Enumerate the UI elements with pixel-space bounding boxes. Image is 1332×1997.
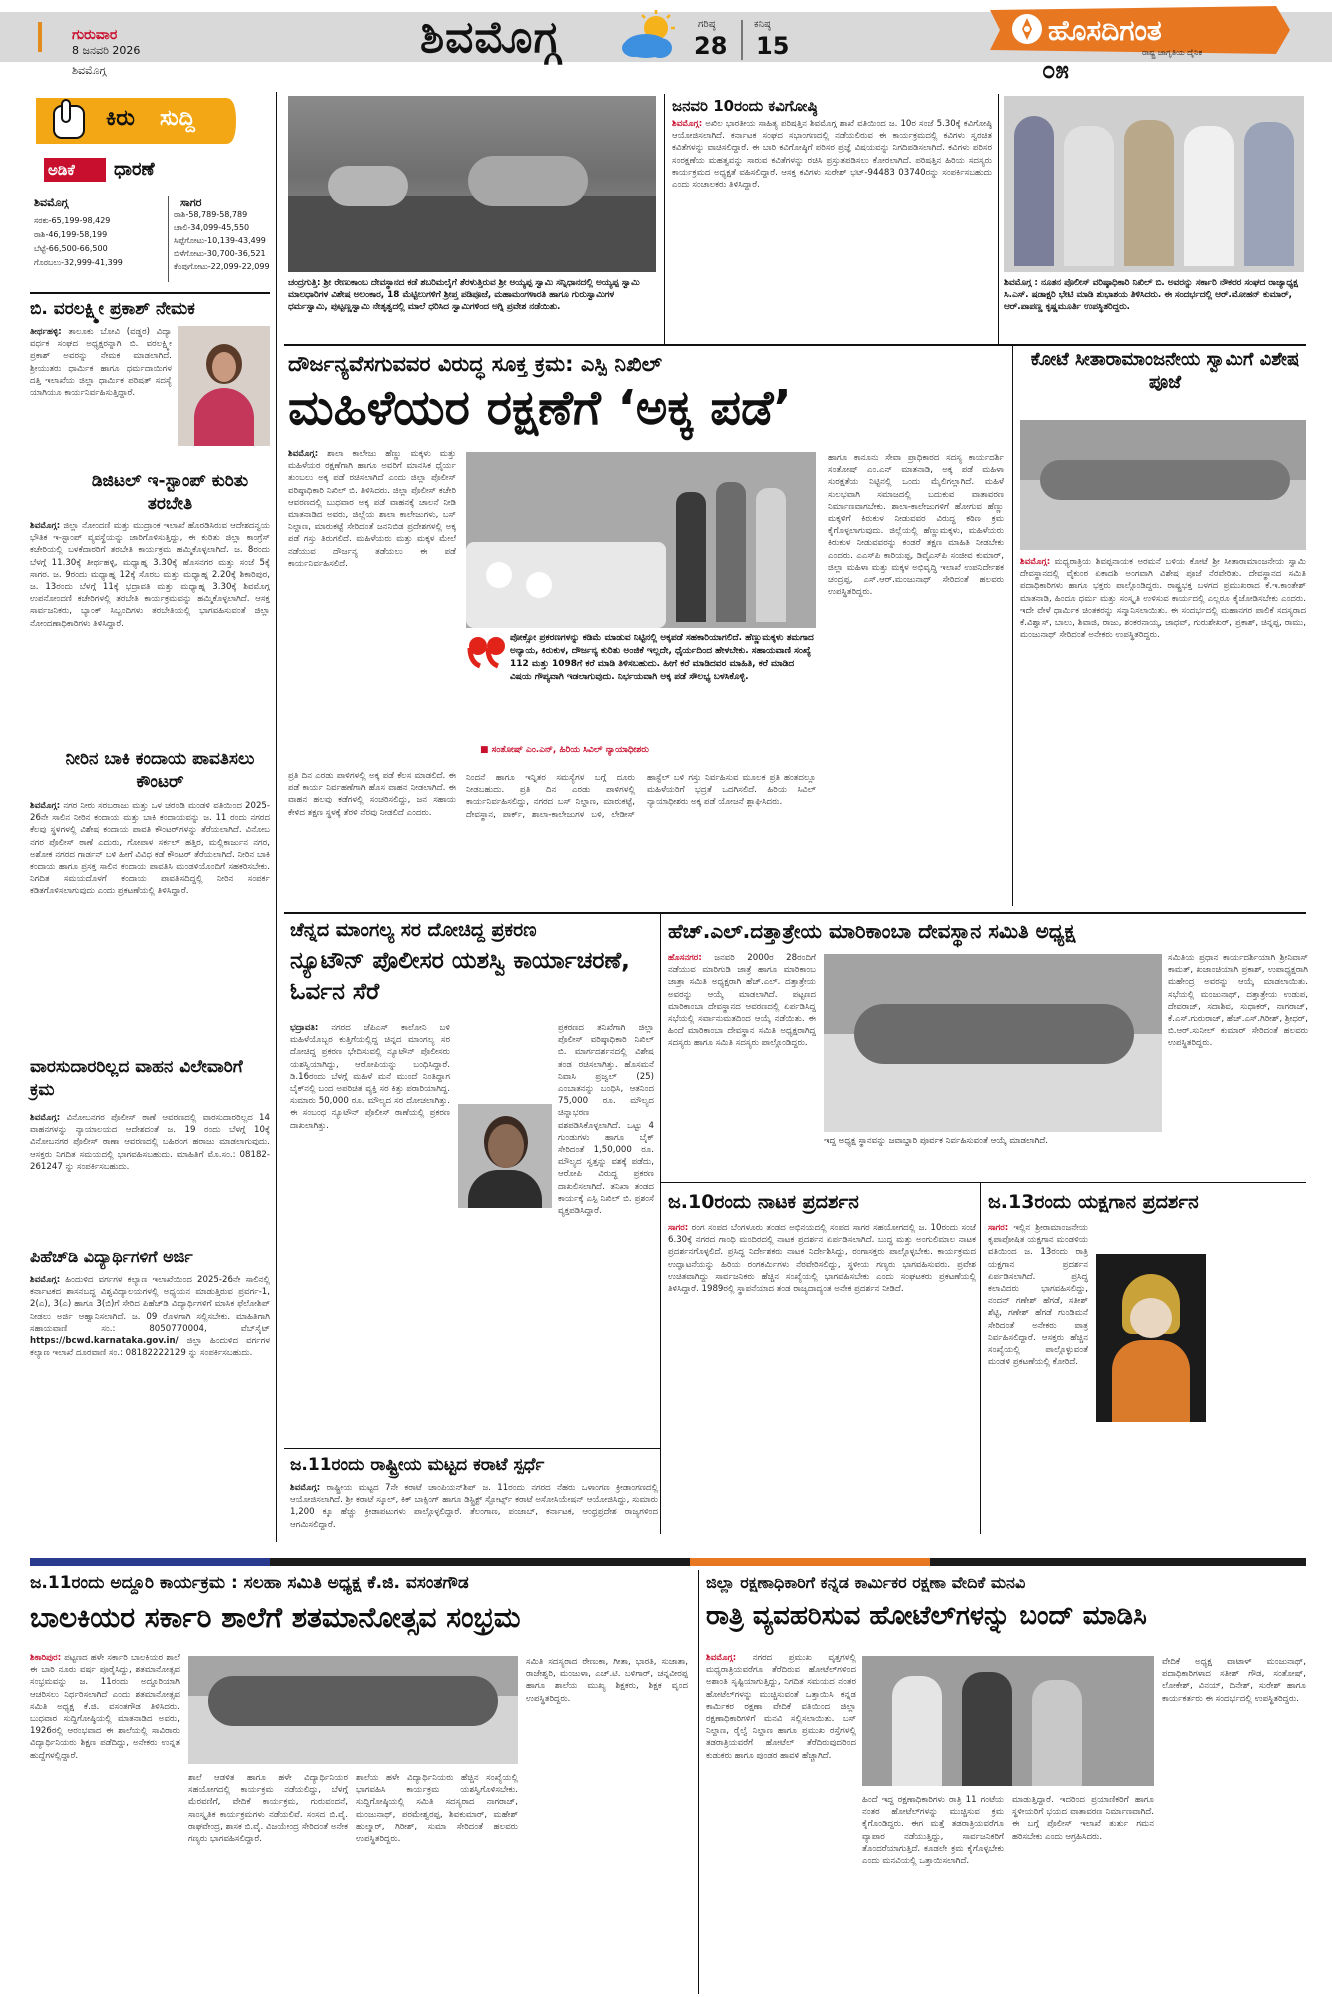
body-text: ಜಿಲ್ಲಾ ನೋಂದಣಿ ಮತ್ತು ಮುದ್ರಾಂಕ ಇಲಾಖೆ ಹೊರಡಿಸಿರುವ ಆದೇಶದನ್ವಯ ಭೌತಿಕ ಇ-ಸ್ಟಾಂಪ್ ವ್ಯವಸ್ಥೆಯನ್ನು ಜಾರಿಗೊಳಿಸುತ್ತಿದ್ದು, ಈ ಕುರಿತು ಜಿಲ್ಲಾ ಕಾಂಗ್ರೆಸ್ ಕಚೇರಿಯಲ್ಲಿ ಬಳಕೆದಾರರಿಗೆ ತರಬೇತಿ ಕಾರ್ಯಕ್ರಮ ಹಮ್ಮಿಕೊಳ್ಳಲಾಗಿದೆ. ಜ. 8ರಂದು ಬೆಳಗ್ಗೆ 11.30ಕ್ಕೆ ತೀರ್ಥಹಳ್ಳಿ, ಮಧ್ಯಾಹ್ನ 3.30ಕ್ಕೆ ಹೊಸನಗರ ಮತ್ತು ಸಂಜೆ 5ಕ್ಕೆ ಸಾಗರ. ಜ. 9ರಂದು ಮಧ್ಯಾಹ್ನ 12ಕ್ಕೆ ಸೊರಬ ಮತ್ತು ಮಧ್ಯಾಹ್ನ 2.20ಕ್ಕೆ ಶಿಕಾರಿಪುರ, ಜ. 13ರಂದು ಬೆಳಗ್ಗೆ 11ಕ್ಕೆ ಭದ್ರಾವತಿ ಮತ್ತು ಮಧ್ಯಾಹ್ನ 3.30ಕ್ಕೆ ಶಿವಮೊಗ್ಗ ಉಪನೋಂದಣಿ ಕಚೇರಿಗಳಲ್ಲಿ ತರಬೇತಿ ಕಾರ್ಯಕ್ರಮವನ್ನು ಹಮ್ಮಿಕೊಳ್ಳಲಾಗಿದೆ. ಆಸಕ್ತ ಸಾರ್ವಜನಿಕರು, ಬ್ಯಾಂಕ್ ಸಿಬ್ಬಂದಿಗಳು ತರಬೇತಿಯಲ್ಲಿ ಭಾಗವಹಿಸುವಂತೆ ಜಿಲ್ಲಾ ನೋಂದಣಾಧಿಕಾರಿಗಳು ತಿಳಿಸಿದ್ದಾರೆ. xyxy=(30,521,270,629)
lead-headline: ಮಹಿಳೆಯರ ರಕ್ಷಣೆಗೆ ‘ಅಕ್ಕ ಪಡೆ’ xyxy=(288,380,792,436)
hotel-headline: ರಾತ್ರಿ ವ್ಯವಹರಿಸುವ ಹೋಟೆಲ್‌ಗಳನ್ನು ಬಂದ್ ಮಾಡಿಸಿ xyxy=(706,1601,1147,1631)
left-column-rule xyxy=(276,92,277,1542)
lead-kicker: ದೌರ್ಜನ್ಯವೆಸಗುವವರ ವಿರುದ್ಧ ಸೂಕ್ತ ಕ್ರಮ: ಎಸ್ಪಿ ನಿಖಿಲ್ xyxy=(288,352,663,376)
article-body-lower xyxy=(458,1212,552,1442)
attrib-text: ಸಂತೋಷ್ ಎಂ.ಎನ್, ಹಿರಿಯ ಸಿವಿಲ್ ನ್ಯಾಯಾಧೀಶರು xyxy=(491,745,649,755)
weather-max-value: 28 xyxy=(694,32,728,60)
quote-text: ಪೋಕ್ಸೋ ಪ್ರಕರಣಗಳನ್ನು ಕಡಿಮೆ ಮಾಡುವ ನಿಟ್ಟಿನಲ್ಲಿ ಅಕ್ಕಪಡೆ ಸಹಕಾರಿಯಾಗಲಿದೆ. ಹೆಣ್ಣುಮಕ್ಕಳು ತಮಗಾದ ಅನ್ಯಾಯ, ಕಿರುಕುಳ, ದೌರ್ಜನ್ಯ ಕುರಿತು ಅಂಜಿಕೆ ಇಲ್ಲದೇ, ಧೈರ್ಯದಿಂದ ಹೇಳಬೇಕು. ಸಹಾಯವಾಣಿ ಸಂಖ್ಯೆ 112 ಮತ್ತು 1098ಗೆ ಕರೆ ಮಾಡಿ ತಿಳಿಸಬಹುದು. ಹೀಗೆ ಕರೆ ಮಾಡಿದವರ ಮಾಹಿತಿ, ಕರೆ ಮಾಡಿದ ವಿಷಯ ಗೌಪ್ಯವಾಗಿ ಇಡಲಾಗುವುದು. ನಿರ್ಭಯವಾಗಿ ಅಕ್ಕ ಪಡೆ ಸೌಲಭ್ಯ ಬಳಸಿಕೊಳ್ಳಿ. xyxy=(510,633,814,683)
header-day: ಗುರುವಾರ xyxy=(72,27,118,43)
article-body xyxy=(668,1222,976,1536)
left-top-rule xyxy=(30,292,270,294)
market-row: ಚಾಲಿ-34,099-45,550 xyxy=(174,223,250,232)
lead-col-3b xyxy=(828,772,1004,910)
article-body xyxy=(290,1482,658,1538)
kirusuddi-title-a: ಕಿರು xyxy=(106,106,135,131)
market-col1 xyxy=(34,214,154,270)
headline-varalakshmi: ಬಿ. ವರಲಕ್ಷ್ಮೀ ಪ್ರಕಾಶ್ ನೇಮಕ xyxy=(30,299,195,319)
website-link[interactable]: https://bcwd.karnataka.gov.in/ xyxy=(30,1336,179,1347)
article-body: ಹಿಂದೆ ಇದ್ದ ರಕ್ಷಣಾಧಿಕಾರಿಗಳು ರಾತ್ರಿ 11 ಗಂಟೆಯ ನಂತರ ಹೋಟೆಲ್‌ಗಳನ್ನು ಮುಚ್ಚಿಸುವ ಕ್ರಮ ಕೈಗೊಂಡಿದ್ದರು. ಈಗ ಮತ್ತೆ ತಡರಾತ್ರಿಯವರೆಗೂ ವ್ಯಾಪಾರ ನಡೆಯುತ್ತಿದ್ದು, ಸಾರ್ವಜನಿಕರಿಗೆ ತೊಂದರೆಯಾಗುತ್ತಿದೆ. ಕೂಡಲೇ ಕ್ರಮ ಕೈಗೊಳ್ಳಬೇಕು ಎಂದು ಮನವಿಯಲ್ಲಿ ಒತ್ತಾಯಿಸಲಾಗಿದೆ. xyxy=(862,1795,1004,1867)
article-body xyxy=(30,800,270,1050)
header-date: 8 ಜನವರಿ 2026 xyxy=(72,44,141,57)
body-text: ನಗರ ನೀರು ಸರಬರಾಜು ಮತ್ತು ಒಳ ಚರಂಡಿ ಮಂಡಳಿ ವತಿಯಿಂದ 2025-26ನೇ ಸಾಲಿನ ನೀರಿನ ಕಂದಾಯ ಮತ್ತು ಬಾಕಿ ಕಂದಾಯವನ್ನು ಜ. 11 ರಂದು ನಗರದ ಕೆಲವು ಸ್ಥಳಗಳಲ್ಲಿ ವಿಶೇಷ ಕಂದಾಯ ಪಾವತಿ ಕೌಂಟರ್‌ಗಳನ್ನು ತೆರೆಯಲಾಗಿದೆ. ವಿನೋಬ ನಗರ ಪೊಲೀಸ್ ಠಾಣೆ ಎದುರು, ಗೋಪಾಳ ಸರ್ಕಲ್ ಹತ್ತಿರ, ಮಲ್ಲಿಕಾರ್ಜುನ ನಗರ, ಅಶೋಕ ನಗರದ ಗಾರ್ಡನ್ ಬಳಿ ಹೀಗೆ ವಿವಿಧ ಕಡೆ ಕೌಂಟರ್ ತೆರೆಯಲಾಗಿದೆ. ನೀರಿನ ಬಾಕಿ ಕಂದಾಯ ಹಾಗೂ ಪ್ರಸಕ್ತ ಸಾಲಿನ ಕಂದಾಯ ಪಾವತಿಸಿ ಮಂಡಳಿಯೊಂದಿಗೆ ಸಹಕರಿಸಬೇಕು. ನಿಗದಿತ ಸಮಯದೊಳಗೆ ಕಂದಾಯ ಪಾವತಿಸದಿದ್ದಲ್ಲಿ ನೀರಿನ ಸಂಪರ್ಕ ಕಡಿತಗೊಳಿಸಲಾಗುವುದು ಎಂದು ಪ್ರಕಟಣೆಯಲ್ಲಿ ತಿಳಿಸಿದ್ದಾರೆ. xyxy=(30,801,270,897)
body-text: ತಾಲೂಕು ಬೋವಿ (ವಡ್ಡರ) ವಿದ್ಯಾ ವರ್ಧಕ ಸಂಘದ ಅಧ್ಯಕ್ಷರನ್ನಾಗಿ ಬಿ. ವರಲಕ್ಷ್ಮೀ ಪ್ರಕಾಶ್ ಅವರನ್ನು ನೇಮಕ ಮಾಡಲಾಗಿದೆ. ಶ್ರೀಯುತರು ಧಾರ್ಮಿಕ ಹಾಗೂ ಧರ್ಮದಾಯಿಗಳ ದತ್ತಿ ಇಲಾಖೆಯ ಜಿಲ್ಲಾ ಧಾರ್ಮಿಕ ಪರಿಷತ್ ಸದಸ್ಯೆ ಯಾಗಿಯೂ ಕಾರ್ಯನಿರ್ವಹಿಸುತ್ತಿದ್ದಾರೆ. xyxy=(30,327,172,399)
header-city: ಶಿವಮೊಗ್ಗ xyxy=(72,64,107,77)
article-body xyxy=(30,1652,180,1992)
dateline: ಶಿಕಾರಿಪುರ: xyxy=(30,1653,62,1663)
body-text: ಪಟ್ಟಣದ ಹಳೇ ಸರ್ಕಾರಿ ಬಾಲಕಿಯರ ಶಾಲೆ ಈ ಬಾರಿ ನೂರು ವರ್ಷ ಪೂರೈಸಿದ್ದು, ಶತಮಾನೋತ್ಸವ ಸಂಭ್ರಮವನ್ನು ಜ. 11ರಂದು ಅದ್ದೂರಿಯಾಗಿ ಆಚರಿಸಲು ನಿರ್ಧರಿಸಲಾಗಿದೆ ಎಂದು ಶತಮಾನೋತ್ಸವ ಸಮಿತಿ ಅಧ್ಯಕ್ಷ ಕೆ.ಜಿ. ವಸಂತಗೌಡ ತಿಳಿಸಿದರು. ಬುಧವಾರ ಸುದ್ದಿಗೋಷ್ಠಿಯಲ್ಲಿ ಮಾತನಾಡಿದ ಅವರು, 1926ರಲ್ಲಿ ಆರಂಭವಾದ ಈ ಶಾಲೆಯಲ್ಲಿ ಸಾವಿರಾರು ವಿದ್ಯಾರ್ಥಿನಿಯರು ಶಿಕ್ಷಣ ಪಡೆದಿದ್ದು, ಅನೇಕರು ಉನ್ನತ ಹುದ್ದೆಗಳಲ್ಲಿದ್ದಾರೆ. xyxy=(30,1653,180,1761)
police-caption: ಶಿವಮೊಗ್ಗ : ನೂತನ ಪೊಲೀಸ್ ವರಿಷ್ಠಾಧಿಕಾರಿ ನಿಖಿಲ್ ಬಿ. ಅವರನ್ನು ಸರ್ಕಾರಿ ನೌಕರರ ಸಂಘದ ರಾಜ್ಯಾಧ್ಯಕ್ಷ ಸಿ.ಎಸ್. ಷಡಾಕ್ಷರಿ ಭೇಟಿ ಮಾಡಿ ಶುಭಾಶಯ ತಿಳಿಸಿದರು. ಈ ಸಂದರ್ಭದಲ್ಲಿ ಆರ್.ಮೋಹನ್ ಕುಮಾರ್, ಆರ್.ಪಾಪಣ್ಣ ಕೃಷ್ಣಮೂರ್ತಿ ಉಪಸ್ಥಿತರಿದ್ದರು. xyxy=(1004,278,1298,312)
article-body: ಸಮಿತಿಯ ಪ್ರಧಾನ ಕಾರ್ಯದರ್ಶಿಯಾಗಿ ಶ್ರೀನಿವಾಸ್ ಕಾಮತ್, ಖಜಾಂಚಿಯಾಗಿ ಪ್ರಕಾಶ್, ಉಪಾಧ್ಯಕ್ಷರಾಗಿ ಮಹೇಂದ್ರ ಅವರನ್ನು ಆಯ್ಕೆ ಮಾಡಲಾಯಿತು. ಸಭೆಯಲ್ಲಿ ಮಂಜುನಾಥ್, ದತ್ತಾತ್ರೇಯ ಉಡುಪ, ದೇವರಾಜ್, ಸದಾಶಿವ, ಸುಧಾಕರ್, ನಾಗರಾಜ್, ಕೆ.ಎಸ್.ಗುರುರಾಜ್, ಹೆಚ್.ಎಸ್.ಗಿರೀಶ್, ಶ್ರೀಧರ್, ಬಿ.ಆರ್.ಸುನೀಲ್ ಕುಮಾರ್ ಸೇರಿದಂತೆ ಹಲವರು ಉಪಸ್ಥಿತರಿದ್ದರು. xyxy=(1168,953,1308,1049)
article-body: ಶಾಲೆ ಆಡಳಿತ ಹಾಗೂ ಹಳೇ ವಿದ್ಯಾರ್ಥಿನಿಯರ ಸಹಯೋಗದಲ್ಲಿ ಕಾರ್ಯಕ್ರಮ ನಡೆಯಲಿದ್ದು, ಬೆಳಗ್ಗೆ ಮೆರವಣಿಗೆ, ವೇದಿಕೆ ಕಾರ್ಯಕ್ರಮ, ಗುರುವಂದನೆ, ಸಾಂಸ್ಕೃತಿಕ ಕಾರ್ಯಕ್ರಮಗಳು ನಡೆಯಲಿವೆ. ಸಂಸದ ಬಿ.ವೈ. ರಾಘವೇಂದ್ರ, ಶಾಸಕ ಬಿ.ವೈ. ವಿಜಯೇಂದ್ರ ಸೇರಿದಂತೆ ಅನೇಕ ಗಣ್ಯರು ಭಾಗವಹಿಸಲಿದ್ದಾರೆ. xyxy=(188,1773,348,1845)
article-body: ಮಾಡುತ್ತಿದ್ದಾರೆ. ಇದರಿಂದ ಪ್ರಯಾಣಿಕರಿಗೆ ಹಾಗೂ ಸ್ಥಳೀಯರಿಗೆ ಭಯದ ವಾತಾವರಣ ನಿರ್ಮಾಣವಾಗಿದೆ. ಈ ಬಗ್ಗೆ ಪೊಲೀಸ್ ಇಲಾಖೆ ತುರ್ತು ಗಮನ ಹರಿಸಬೇಕು ಎಂದು ಆಗ್ರಹಿಸಿದರು. xyxy=(1012,1795,1154,1842)
section-rule xyxy=(284,912,1306,914)
body-text: ಇಲ್ಲಿನ ಶ್ರೀರಾಮಾಂಜನೇಯ ಕೃಪಾಪೋಷಿತ ಯಕ್ಷಗಾನ ಮಂಡಳಿಯ ವತಿಯಿಂದ ಜ. 13ರಂದು ರಾತ್ರಿ ಯಕ್ಷಗಾನ ಪ್ರದರ್ಶನ ಏರ್ಪಡಿಸಲಾಗಿದೆ. ಪ್ರಸಿದ್ಧ ಕಲಾವಿದರು ಭಾಗವಹಿಸಲಿದ್ದು, ನಂದನ್ ಗಣೇಶ್ ಹೆಗಡೆ, ಸತೀಶ್ ಶೆಟ್ಟಿ, ಗಣೇಶ್ ಹೆಗಡೆ ಗುಂಡಿಮನೆ ಸೇರಿದಂತೆ ಅನೇಕರು ಪಾತ್ರ ನಿರ್ವಹಿಸಲಿದ್ದಾರೆ. ಆಸಕ್ತರು ಹೆಚ್ಚಿನ ಸಂಖ್ಯೆಯಲ್ಲಿ ಪಾಲ್ಗೊಳ್ಳುವಂತೆ ಮಂಡಳಿ ಪ್ರಕಟಣೆಯಲ್ಲಿ ಕೋರಿದೆ. xyxy=(988,1223,1088,1368)
brand-name: ಹೊಸದಿಗಂತ xyxy=(1048,14,1162,47)
article-body: ವೇದಿಕೆ ಅಧ್ಯಕ್ಷ ವಾಟಾಳ್ ಮಂಜುನಾಥ್, ಪದಾಧಿಕಾರಿಗಳಾದ ಸತೀಶ್ ಗೌಡ, ಸಂತೋಷ್, ಲೋಕೇಶ್, ವಿನಯ್, ದಿನೇಶ್, ಸುರೇಶ್ ಹಾಗೂ ಕಾರ್ಯಕರ್ತರು ಈ ಸಂದರ್ಭದಲ್ಲಿ ಉಪಸ್ಥಿತರಿದ್ದರು. xyxy=(1162,1657,1306,1704)
school-photo xyxy=(188,1656,518,1764)
finger-icon xyxy=(44,98,98,144)
article-body: ಪ್ರಕರಣದ ತನಿಖೆಗಾಗಿ ಜಿಲ್ಲಾ ಪೊಲೀಸ್ ವರಿಷ್ಠಾಧಿಕಾರಿ ನಿಖಿಲ್ ಬಿ. ಮಾರ್ಗದರ್ಶನದಲ್ಲಿ ವಿಶೇಷ ತಂಡ ರಚಿಸಲಾಗಿತ್ತು. ಹೊಸಮನೆ ನಿವಾಸಿ ಪ್ರಜ್ವಲ್ (25) ಎಂಬಾತನನ್ನು ಬಂಧಿಸಿ, ಆತನಿಂದ 75,000 ರೂ. ಮೌಲ್ಯದ ಚಿನ್ನಾಭರಣ ವಶಪಡಿಸಿಕೊಳ್ಳಲಾಗಿದೆ. ಒಟ್ಟು 4 ಗುಂಡುಗಳು ಹಾಗೂ ಬೈಕ್ ಸೇರಿದಂತೆ 1,50,000 ರೂ. ಮೌಲ್ಯದ ಸ್ವತ್ತನ್ನು ವಶಕ್ಕೆ ಪಡೆದು, ಆರೋಪಿ ವಿರುದ್ಧ ಪ್ರಕರಣ ದಾಖಲಿಸಲಾಗಿದೆ. ತನಿಖಾ ತಂಡದ ಕಾರ್ಯಕ್ಕೆ ಎಸ್ಪಿ ನಿಖಿಲ್ ಬಿ. ಪ್ರಶಂಸೆ ವ್ಯಕ್ತಪಡಿಸಿದ್ದಾರೆ. xyxy=(558,1023,654,1217)
market-title-a: ಅಡಿಕೆ xyxy=(48,161,75,179)
quote-icon xyxy=(466,632,506,672)
dateline: ಹೊಸನಗರ: xyxy=(668,953,702,963)
school-kicker: ಜ.11ರಂದು ಅದ್ದೂರಿ ಕಾರ್ಯಕ್ರಮ : ಸಲಹಾ ಸಮಿತಿ ಅಧ್ಯಕ್ಷ ಕೆ.ಜಿ. ವಸಂತಗೌಡ xyxy=(30,1573,469,1593)
dateline: ಶಿವಮೊಗ್ಗ: xyxy=(1020,557,1051,567)
article-body xyxy=(1020,556,1306,906)
accused-photo xyxy=(458,1104,552,1208)
lead-col-2: ಪ್ರತಿ ದಿನ ಎರಡು ಪಾಳಿಗಳಲ್ಲಿ ಅಕ್ಕ ಪಡೆ ಕೆಲಸ ಮಾಡಲಿದೆ. ಈ ಪಡೆ ಕಾರ್ಯ ನಿರ್ವಹಣೆಗಾಗಿ ಹೊಸ ವಾಹನ ನೀಡಲಾಗಿದೆ. ಈ ವಾಹನ ಹಲವು ಕಡೆಗಳಲ್ಲಿ ಸಂಚರಿಸಲಿದ್ದು, ಜನ ಸಹಾಯ ಕೇಳಿದ ತಕ್ಷಣ ಸ್ಥಳಕ್ಕೆ ತೆರಳಿ ನೆರವು ನೀಡಲಿದೆ ಎಂದರು. xyxy=(288,771,456,818)
dateline: ಸಾಗರ: xyxy=(668,1223,689,1233)
article-body xyxy=(30,520,270,730)
hotel-kicker: ಜಿಲ್ಲಾ ರಕ್ಷಣಾಧಿಕಾರಿಗೆ ಕನ್ನಡ ಕಾರ್ಮಿಕರ ರಕ್ಷಣಾ ವೇದಿಕೆ ಮನವಿ xyxy=(706,1573,1026,1592)
brand-tagline: ರಾಷ್ಟ್ರ ಜಾಗೃತಿಯ ದೈನಿಕ xyxy=(1142,48,1203,57)
bottom-color-band xyxy=(30,1558,1306,1566)
market-row: ಗೊರಬಲು-32,999-41,399 xyxy=(34,258,123,267)
dateline: ಶಿವಮೊಗ್ಗ: xyxy=(290,1483,321,1493)
lead-col-3: ಹಾಗೂ ಕಾನೂನು ಸೇವಾ ಪ್ರಾಧಿಕಾರದ ಸದಸ್ಯ ಕಾರ್ಯದರ್ಶಿ ಸಂತೋಷ್ ಎಂ.ಎನ್ ಮಾತನಾಡಿ, ಅಕ್ಕ ಪಡೆ ಮಹಿಳಾ ಸುರಕ್ಷತೆಯ ನಿಟ್ಟಿನಲ್ಲಿ ಒಂದು ಮೈಲಿಗಲ್ಲಾಗಿದೆ. ಮಹಿಳೆ ಸುಲಭವಾಗಿ ಸಮಾಜದಲ್ಲಿ ಬದುಕುವ ವಾತಾವರಣ ನಿರ್ಮಾಣವಾಗಬೇಕು. ಶಾಲಾ-ಕಾಲೇಜುಗಳಿಗೆ ಹೋಗುವ ಹೆಣ್ಣು ಮಕ್ಕಳಿಗೆ ಕಿರುಕುಳ ನೀಡುವವರ ವಿರುದ್ಧ ಕಠಿಣ ಕ್ರಮ ಕೈಗೊಳ್ಳಲಾಗುವುದು. ಜಿಲ್ಲೆಯಲ್ಲಿ ಹೆಣ್ಣುಮಕ್ಕಳು, ಮಹಿಳೆಯರು ಕಿರುಕುಳ ನೀಡುವವರನ್ನು ಕಂಡರೆ ತಕ್ಷಣ ಮಾಹಿತಿ ನೀಡಬೇಕು ಎಂದರು. ಎಎಸ್‌ಪಿ ಕಾರಿಯಪ್ಪ, ಡಿವೈಎಸ್‌ಪಿ ಸಂಜೀವ ಕುಮಾರ್, ಜಿಲ್ಲಾ ಮಹಿಳಾ ಮತ್ತು ಮಕ್ಕಳ ಅಭಿವೃದ್ಧಿ ಇಲಾಖೆ ಉಪನಿರ್ದೇಶಕ ಚಂದ್ರಪ್ಪ, ಎಸ್.ಆರ್.ಮಂಜುನಾಥ್ ಸೇರಿದಂತೆ ಹಲವರು ಉಪಸ್ಥಿತರಿದ್ದರು. xyxy=(828,453,1004,598)
article-body-right xyxy=(1212,1222,1308,1536)
article-body xyxy=(672,118,992,342)
masthead: ಶಿವಮೊಗ್ಗ xyxy=(420,12,561,63)
weather-icon xyxy=(618,10,684,62)
yakshagana-photo xyxy=(1096,1254,1206,1422)
dateline: ಶಿವಮೊಗ್ಗ: xyxy=(672,119,703,129)
header xyxy=(0,0,1332,88)
portrait-photo xyxy=(178,326,270,446)
market-row: ಬೆಟ್ಟೆ-66,500-66,500 xyxy=(34,244,108,253)
column-rule xyxy=(998,94,999,344)
police-photo xyxy=(1004,96,1304,272)
koti-photo xyxy=(1020,420,1306,550)
article-body xyxy=(30,326,172,466)
body-text: ಜಿಲ್ಲಾ ಹಿಂದುಳಿದ ವರ್ಗಗಳ ಕಲ್ಯಾಣ ಇಲಾಖೆ ದೂರವಾಣಿ ಸಂ.: 08182222129 ನ್ನು ಸಂಪರ್ಕಿಸಬಹುದು. xyxy=(30,1336,270,1359)
headline-phd: ಪಿಹೆಚ್‌ಡಿ ವಿದ್ಯಾರ್ಥಿಗಳಿಗೆ ಅರ್ಜಿ xyxy=(30,1247,193,1266)
article-body xyxy=(988,1222,1088,1536)
market-row: ರಾಶಿ-58,789-58,789 xyxy=(174,210,248,219)
quote-box xyxy=(466,632,816,764)
quote-attrib xyxy=(480,744,816,756)
headline-water: ನೀರಿನ ಬಾಕಿ ಕಂದಾಯ ಪಾವತಿಸಲು ಕೌಂಟರ್ xyxy=(65,749,255,792)
body-text: ಜನವರಿ 2000ರ 28ರಂದಿಗೆ ನಡೆಯುವ ಮಾರಿಗುಡಿ ಜಾತ್ರೆ ಹಾಗೂ ಮಾರಿಕಾಂಬ ಜಾತ್ರಾ ಸಮಿತಿ ಅಧ್ಯಕ್ಷರಾಗಿ ಹೆಚ್.ಎಲ್. ದತ್ತಾತ್ರೇಯ ಅವರನ್ನು ಆಯ್ಕೆ ಮಾಡಲಾಗಿದೆ. ಪಟ್ಟಣದ ಮಾರಿಕಾಂಬಾ ದೇವಸ್ಥಾನದ ಆವರಣದಲ್ಲಿ ಏರ್ಪಡಿಸಿದ್ದ ಸಭೆಯಲ್ಲಿ ಸರ್ವಾನುಮತದಿಂದ ಆಯ್ಕೆ ನಡೆಯಿತು. ಈ ಹಿಂದೆ ಮಾರಿಕಾಂಬಾ ದೇವಸ್ಥಾನ ಸಮಿತಿ ಅಧ್ಯಕ್ಷರಾಗಿದ್ದ ಸದಸ್ಯರು ಹಾಗೂ ಸಮಿತಿ ಸದಸ್ಯರು ಪಾಲ್ಗೊಂಡಿದ್ದರು. xyxy=(668,953,816,1049)
kirusuddi-box xyxy=(30,92,268,288)
headline-nataka: ಜ.10ರಂದು ನಾಟಕ ಪ್ರದರ್ಶನ xyxy=(668,1191,859,1213)
weather-divider xyxy=(741,20,743,60)
marikamba-caption: ಇದ್ದ ಅಧ್ಯಕ್ಷ ಸ್ಥಾನವನ್ನು ಜವಾಬ್ದಾರಿ ಪೂರ್ವಕ ನಿರ್ವಹಿಸುವಂತೆ ಆಯ್ಕೆ ಮಾಡಲಾಗಿದೆ. xyxy=(824,1136,1048,1146)
body-text: ರಾಷ್ಟ್ರೀಯ ಮಟ್ಟದ 7ನೇ ಕರಾಟೆ ಚಾಂಪಿಯನ್‌ಶಿಪ್ ಜ. 11ರಂದು ನಗರದ ನೆಹರು ಒಳಾಂಗಣ ಕ್ರೀಡಾಂಗಣದಲ್ಲಿ ಆಯೋಜಿಸಲಾಗಿದೆ. ಶ್ರೀ ಕರಾಟೆ ಸ್ಕೂಲ್, ಕಿಕ್ ಬಾಕ್ಸಿಂಗ್ ಹಾಗೂ ಡಿಸ್ಟ್ರಿಕ್ಟ್ ಸ್ಪೋರ್ಟ್ಸ್ ಕರಾಟೆ ಅಸೋಸಿಯೇಷನ್ ಆಯೋಜಿಸಿದ್ದು, ಸುಮಾರು 1,200 ಕ್ಕೂ ಹೆಚ್ಚು ಕ್ರೀಡಾಪಟುಗಳು ಪಾಲ್ಗೊಳ್ಳಲಿದ್ದಾರೆ. ತೆಲಂಗಾಣ, ಪಂಜಾಬ್, ಕರ್ನಾಟಕ, ಆಂಧ್ರಪ್ರದೇಶ ರಾಜ್ಯಗಳಿಂದ ಆಗಮಿಸಲಿದ್ದಾರೆ. xyxy=(290,1483,658,1530)
ayyappa-caption: ಚಂದ್ರಗುತ್ತಿ: ಶ್ರೀ ರೇಣುಕಾಂಬ ದೇವಸ್ಥಾನದ ಕಡೆ ಶಬರಿಮಲೈಗೆ ತೆರಳುತ್ತಿರುವ ಶ್ರೀ ಅಯ್ಯಪ್ಪ ಸ್ವಾಮಿ ಸನ್ನಿಧಾನದಲ್ಲಿ ಅಯ್ಯಪ್ಪ ಸ್ವಾಮಿ ಮಾಲಧಾರಿಗಳ ವಿಶೇಷ ಅಲಂಕಾರ, 18 ಮೆಟ್ಟಿಲುಗಳಿಗೆ ಶ್ರೀಪ್ತ ಪಡಿಪೂಜೆ, ಮಹಾಮಂಗಳಾರತಿ ಹಾಗೂ ಗುರುಸ್ವಾಮಿಗಳ ಧರ್ಮಸ್ವಾಮಿ, ಪುಟ್ಟಣ್ಣಸ್ವಾಮಿ ನೇತೃತ್ವದಲ್ಲಿ ಮಾಲೆ ಧರಿಸಿದ ಸ್ವಾಮಿಗಳಿಂದ ಅಗ್ನಿ ಪ್ರವೇಶ ನಡೆಯಿತು. xyxy=(288,278,640,312)
article-body xyxy=(30,1274,270,1544)
weather-min-value: 15 xyxy=(756,32,790,60)
market-title-b: ಧಾರಣೆ xyxy=(114,159,155,180)
market-row: ಸಿಪ್ಪೆಗೋಟು-10,139-43,499 xyxy=(174,236,266,245)
market-col1-heading: ಶಿವಮೊಗ್ಗ xyxy=(34,196,69,209)
subhead-chain: ನ್ಯೂಟೌನ್ ಪೊಲೀಸರ ಯಶಸ್ವಿ ಕಾರ್ಯಾಚರಣೆ, ಓರ್ವನ ಸೆರೆ xyxy=(290,948,630,1006)
body-text: ನಗರದ ಪ್ರಮುಖ ವೃತ್ತಗಳಲ್ಲಿ ಮಧ್ಯರಾತ್ರಿಯವರೆಗೂ ತೆರೆದಿರುವ ಹೋಟೆಲ್‌ಗಳಿಂದ ಅಶಾಂತಿ ಸೃಷ್ಟಿಯಾಗುತ್ತಿದ್ದು, ನಿಗದಿತ ಸಮಯದ ನಂತರ ಹೋಟೆಲ್‌ಗಳನ್ನು ಮುಚ್ಚಿಸುವಂತೆ ಒತ್ತಾಯಿಸಿ ಕನ್ನಡ ಕಾರ್ಮಿಕರ ರಕ್ಷಣಾ ವೇದಿಕೆ ವತಿಯಿಂದ ಜಿಲ್ಲಾ ರಕ್ಷಣಾಧಿಕಾರಿಗಳಿಗೆ ಮನವಿ ಸಲ್ಲಿಸಲಾಯಿತು. ಬಸ್ ನಿಲ್ದಾಣ, ರೈಲ್ವೆ ನಿಲ್ದಾಣ ಹಾಗೂ ಪ್ರಮುಖ ರಸ್ತೆಗಳಲ್ಲಿ ತಡರಾತ್ರಿಯವರೆಗೆ ಹೋಟೆಲ್ ತೆರೆದಿರುವುದರಿಂದ ಕುಡುಕರು ಹಾಗೂ ಪುಂಡರ ಹಾವಳಿ ಹೆಚ್ಚಾಗಿದೆ. xyxy=(706,1653,856,1761)
weather-min-label: ಕನಿಷ್ಠ xyxy=(754,19,771,30)
market-row: ಸರಕು-65,199-98,429 xyxy=(34,216,111,225)
market-row: ಬಿಳೆಗೋಟು-30,700-36,521 xyxy=(174,249,266,258)
page-number: ೦೫ xyxy=(1042,56,1069,84)
article-body xyxy=(290,1022,450,1442)
school-headline: ಬಾಲಕಿಯರ ಸರ್ಕಾರಿ ಶಾಲೆಗೆ ಶತಮಾನೋತ್ಸವ ಸಂಭ್ರಮ xyxy=(30,1601,521,1634)
market-col2-heading: ಸಾಗರ xyxy=(180,196,202,209)
body-text: ಅಖಿಲ ಭಾರತೀಯ ಸಾಹಿತ್ಯ ಪರಿಷತ್ತಿನ ಶಿವಮೊಗ್ಗ ಶಾಖೆ ವತಿಯಿಂದ ಜ. 10ರ ಸಂಜೆ 5.30ಕ್ಕೆ ಕವಿಗೋಷ್ಠಿ ಆಯೋಜಿಸಲಾಗಿದೆ. ಕರ್ನಾಟಕ ಸಂಘದ ಸಭಾಂಗಣದಲ್ಲಿ ನಡೆಯಲಿರುವ ಈ ಕಾರ್ಯಕ್ರಮದಲ್ಲಿ ಕವಿಗಳು ಸ್ವರಚಿತ ಕವಿತೆಗಳನ್ನು ವಾಚಿಸಲಿದ್ದಾರೆ. ಈ ಬಾರಿ ಕವಿಗೋಷ್ಠಿಗೆ ಪರಿಸರ ಪ್ರಜ್ಞೆ ವಿಷಯವನ್ನು ನಿಗದಿಪಡಿಸಲಾಗಿದೆ. ಕವಿಗಳು ಪರಿಸರ ಸಂರಕ್ಷಣೆಯ ಮಹತ್ವವನ್ನು ಸಾರುವ ಕವಿತೆಗಳನ್ನು ರಚಿಸಿ ಪ್ರಸ್ತುತಪಡಿಸಲು ಕೋರಲಾಗಿದೆ. ಪರಿಷತ್ತಿನ ಹಿರಿಯ ಸದಸ್ಯರು ಕಾರ್ಯಕ್ರಮದ ಅಧ್ಯಕ್ಷತೆ ವಹಿಸಲಿದ್ದಾರೆ. ಆಸಕ್ತ ಕವಿಗಳು ಸುರೇಶ್ ಭಟ್-94483 03740ರನ್ನು ಸಂಪರ್ಕಿಸಬಹುದು ಎಂದು ಸಂಚಾಲಕರು ತಿಳಿಸಿದ್ದಾರೆ. xyxy=(672,119,992,191)
kirusuddi-title-b: ಸುದ್ದಿ xyxy=(160,106,195,131)
article-body xyxy=(30,1112,270,1242)
section-rule xyxy=(660,1182,1306,1183)
body-text: ಮಧ್ಯರಾತ್ರಿಯ ಶಿವಪ್ಪನಾಯಕ ಅರಮನೆ ಬಳಿಯ ಕೋಟೆ ಶ್ರೀ ಸೀತಾರಾಮಾಂಜನೇಯ ಸ್ವಾಮಿ ದೇವಸ್ಥಾನದಲ್ಲಿ ವೈಕುಂಠ ಏಕಾದಶಿ ಅಂಗವಾಗಿ ವಿಶೇಷ ಪೂಜೆ ನೆರವೇರಿತು. ದೇವಸ್ಥಾನದ ಸಮಿತಿ ಪದಾಧಿಕಾರಿಗಳು ಹಾಗೂ ಭಕ್ತರು ಪಾಲ್ಗೊಂಡಿದ್ದರು. ರಾಷ್ಟ್ರಭಕ್ತ ಬಳಗದ ಪ್ರಮುಖರಾದ ಕೆ.ಇ.ಕಾಂತೇಶ್ ಮಾತನಾಡಿ, ಹಿಂದೂ ಧರ್ಮ ಮತ್ತು ಸಂಸ್ಕೃತಿ ಉಳಿಸುವ ಕಾರ್ಯದಲ್ಲಿ ಎಲ್ಲರೂ ಕೈಜೋಡಿಸಬೇಕು ಎಂದರು. ಇದೇ ವೇಳೆ ಧಾರ್ಮಿಕ ಚಿಂತಕರನ್ನು ಸನ್ಮಾನಿಸಲಾಯಿತು. ಈ ಸಂದರ್ಭದಲ್ಲಿ ಮಹಾನಗರ ಪಾಲಿಕೆ ಸದಸ್ಯರಾದ ಕೆ.ವಿಶ್ವಾಸ್, ಬಾಲು, ಶಿವಾಜಿ, ರಾಜು, ಶಂಕರನಾಯ್ಕ, ಜಾಧವ್, ಗುರುಶೇಖರ್, ಪ್ರಕಾಶ್, ಚಿನ್ನಪ್ಪ, ರಾಮು, ಮಂಜುನಾಥ್ ಸೇರಿದಂತೆ ಅನೇಕರು ಉಪಸ್ಥಿತರಿದ್ದರು. xyxy=(1020,557,1306,641)
akka-pade-photo xyxy=(466,452,816,628)
dateline: ಶಿವಮೊಗ್ಗ: xyxy=(30,801,61,811)
body-text: ಹಿಂದುಳಿದ ವರ್ಗಗಳ ಕಲ್ಯಾಣ ಇಲಾಖೆಯಿಂದ 2025-26ನೇ ಸಾಲಿನಲ್ಲಿ ಕರ್ನಾಟಕದ ಶಾಸನಬದ್ಧ ವಿಶ್ವವಿದ್ಯಾಲಯಗಳಲ್ಲಿ ಅಧ್ಯಯನ ಮಾಡುತ್ತಿರುವ ಪ್ರವರ್ಗ-1, 2(ಎ), 3(ಎ) ಹಾಗೂ 3(ಬಿ)ಗೆ ಸೇರಿದ ಪಿಹೆಚ್‌ಡಿ ವಿದ್ಯಾರ್ಥಿಗಳಿಗೆ ಮಾಸಿಕ ಫೆಲೋಶಿಪ್ ನೀಡಲು ಅರ್ಜಿ ಆಹ್ವಾನಿಸಲಾಗಿದೆ. ಜ. 09 ರೊಳಗಾಗಿ ಸಲ್ಲಿಸಬೇಕು. ಮಾಹಿತಿಗಾಗಿ ಸಹಾಯವಾಣಿ ಸಂ.: 8050770004, ವೆಬ್‌ಸೈಟ್ xyxy=(30,1275,270,1334)
dateline: ಶಿವಮೊಗ್ಗ: xyxy=(30,521,61,531)
market-divider xyxy=(168,196,169,282)
article-body: ಶಾಲೆಯ ಹಳೇ ವಿದ್ಯಾರ್ಥಿನಿಯರು ಹೆಚ್ಚಿನ ಸಂಖ್ಯೆಯಲ್ಲಿ ಭಾಗವಹಿಸಿ ಕಾರ್ಯಕ್ರಮ ಯಶಸ್ವಿಗೊಳಿಸಬೇಕು. ಸುದ್ದಿಗೋಷ್ಠಿಯಲ್ಲಿ ಸಮಿತಿ ಸದಸ್ಯರಾದ ನಾಗರಾಜ್, ಮಂಜುನಾಥ್, ಪರಮೇಶ್ವರಪ್ಪ, ಶಿವಕುಮಾರ್, ಮಹೇಶ್ ಹುಲ್ಮಾರ್, ಗಿರೀಶ್, ಸುಮಾ ಸೇರಿದಂತೆ ಹಲವರು ಉಪಸ್ಥಿತರಿದ್ದರು. xyxy=(356,1773,518,1845)
brand-logo-icon xyxy=(1012,14,1042,44)
brand-block xyxy=(990,6,1290,84)
dateline: ಶಿವಮೊಗ್ಗ: xyxy=(30,1113,61,1123)
article-body xyxy=(706,1652,856,1992)
marikamba-photo xyxy=(824,954,1162,1132)
column-rule xyxy=(1012,346,1013,906)
dateline: ಶಿವಮೊಗ್ಗ: xyxy=(288,449,319,459)
body-text: ನಗರದ ಜೆಪಿಎಸ್ ಕಾಲೋನಿ ಬಳಿ ಮಹಿಳೆಯೊಬ್ಬರ ಕುತ್ತಿಗೆಯಲ್ಲಿದ್ದ ಚಿನ್ನದ ಮಾಂಗಲ್ಯ ಸರ ದೋಚಿದ್ದ ಪ್ರಕರಣ ಭೇದಿಸುವಲ್ಲಿ ನ್ಯೂಟೌನ್ ಪೊಲೀಸರು ಯಶಸ್ವಿಯಾಗಿದ್ದು, ಆರೋಪಿಯನ್ನು ಬಂಧಿಸಿದ್ದಾರೆ. ಡಿ.16ರಂದು ಬೆಳಗ್ಗೆ ಮಹಿಳೆ ಮನೆ ಮುಂದೆ ನಿಂತಿದ್ದಾಗ ಬೈಕ್‌ನಲ್ಲಿ ಬಂದ ಅಪರಿಚಿತ ವ್ಯಕ್ತಿ ಸರ ಕಿತ್ತು ಪರಾರಿಯಾಗಿದ್ದ. ಸುಮಾರು 50,000 ರೂ. ಮೌಲ್ಯದ ಸರ ದೋಚಲಾಗಿತ್ತು. ಈ ಸಂಬಂಧ ನ್ಯೂಟೌನ್ ಪೊಲೀಸ್ ಠಾಣೆಯಲ್ಲಿ ಪ್ರಕರಣ ದಾಖಲಾಗಿತ್ತು. xyxy=(290,1023,450,1131)
dateline: ತೀರ್ಥಹಳ್ಳಿ: xyxy=(30,327,62,337)
market-row: ರಾಶಿ-46,199-58,199 xyxy=(34,230,108,239)
body-text: ಶಾಲಾ ಕಾಲೇಜು ಹೆಣ್ಣು ಮಕ್ಕಳು ಮತ್ತು ಮಹಿಳೆಯರ ರಕ್ಷಣೆಗಾಗಿ ಹಾಗೂ ಅವರಿಗೆ ಮಾನಸಿಕ ಧೈರ್ಯ ತುಂಬಲು ಅಕ್ಕ ಪಡೆ ರಚಿಸಲಾಗಿದೆ ಎಂದು ಜಿಲ್ಲಾ ಪೊಲೀಸ್ ವರಿಷ್ಠಾಧಿಕಾರಿ ನಿಖಿಲ್ ಬಿ. ತಿಳಿಸಿದರು. ಜಿಲ್ಲಾ ಪೊಲೀಸ್ ಕಚೇರಿ ಆವರಣದಲ್ಲಿ ಬುಧವಾರ ಅಕ್ಕ ಪಡೆ ವಾಹನಕ್ಕೆ ಚಾಲನೆ ನೀಡಿ ಮಾತನಾಡಿದ ಅವರು, ಜಿಲ್ಲೆಯ ಶಾಲಾ ಕಾಲೇಜುಗಳು, ಬಸ್ ನಿಲ್ದಾಣ, ಮಾರುಕಟ್ಟೆ ಸೇರಿದಂತೆ ಜನನಿಬಿಡ ಪ್ರದೇಶಗಳಲ್ಲಿ ಅಕ್ಕ ಪಡೆ ಗಸ್ತು ತಿರುಗಲಿದೆ. ಮಹಿಳೆಯರು ಮತ್ತು ಮಕ್ಕಳ ಮೇಲೆ ನಡೆಯುವ ದೌರ್ಜನ್ಯ ತಡೆಯಲು ಈ ಪಡೆ ಕಾರ್ಯನಿರ್ವಹಿಸಲಿದೆ. xyxy=(288,449,456,569)
market-col2 xyxy=(174,208,300,273)
column-rule xyxy=(698,1570,699,1994)
header-date-bar xyxy=(38,22,42,52)
headline-vehicle: ವಾರಸುದಾರರಿಲ್ಲದ ವಾಹನ ವಿಲೇವಾರಿಗೆ ಕ್ರಮ xyxy=(30,1057,243,1100)
headline-koti: ಕೋಟೆ ಸೀತಾರಾಮಾಂಜನೇಯ ಸ್ವಾಮಿಗೆ ವಿಶೇಷ ಪೂಜೆ xyxy=(1030,349,1300,394)
dateline: ಶಿವಮೊಗ್ಗ: xyxy=(706,1653,737,1663)
ayyappa-photo xyxy=(288,96,656,272)
lead-col-1 xyxy=(288,448,456,764)
headline-chain: ಚೆನ್ನದ ಮಾಂಗಲ್ಯ ಸರ ದೋಚಿದ್ದ ಪ್ರಕರಣ xyxy=(290,919,537,941)
dateline: ಭದ್ರಾವತಿ: xyxy=(290,1023,319,1033)
headline-yakshagana: ಜ.13ರಂದು ಯಕ್ಷಗಾನ ಪ್ರದರ್ಶನ xyxy=(988,1191,1199,1213)
column-rule xyxy=(660,914,661,1534)
headline-estamp: ಡಿಜಿಟಲ್ ಇ-ಸ್ಟಾಂಪ್ ಕುರಿತು ತರಬೇತಿ xyxy=(91,471,249,514)
weather-max-label: ಗರಿಷ್ಠ xyxy=(698,19,716,30)
column-rule xyxy=(664,94,665,344)
headline-marikamba: ಹೆಚ್.ಎಲ್.ದತ್ತಾತ್ರೇಯ ಮಾರಿಕಾಂಬಾ ದೇವಸ್ಥಾನ ಸಮಿತಿ ಅಧ್ಯಕ್ಷ xyxy=(668,919,1076,943)
section-rule xyxy=(284,1448,660,1449)
headline-kavigoshti: ಜನವರಿ 10ರಂದು ಕವಿಗೋಷ್ಠಿ xyxy=(672,97,818,115)
body-text: ವಿನೋಬನಗರ ಪೊಲೀಸ್ ಠಾಣೆ ಆವರಣದಲ್ಲಿ ವಾರಸುದಾರರಿಲ್ಲದ 14 ವಾಹನಗಳನ್ನು ನ್ಯಾಯಾಲಯದ ಆದೇಶದಂತೆ ಜ. 19 ರಂದು ಬೆಳಗ್ಗೆ 10ಕ್ಕೆ ವಿನೋಬನಗರ ಪೊಲೀಸ್ ಠಾಣಾ ಆವರಣದಲ್ಲಿ ಬಹಿರಂಗ ಹರಾಜು ಮಾಡಲಾಗುವುದು. ಆಸಕ್ತರು ನಿಗದಿತ ಸಮಯದಲ್ಲಿ ಭಾಗವಹಿಸಬಹುದು. ಮಾಹಿತಿಗೆ ಮೊ.ಸಂ.: 08182-261247 ನ್ನು ಸಂಪರ್ಕಿಸಬಹುದು. xyxy=(30,1113,270,1172)
headline-karate: ಜ.11ರಂದು ರಾಷ್ಟ್ರೀಯ ಮಟ್ಟದ ಕರಾಟೆ ಸ್ಪರ್ಧೆ xyxy=(290,1455,545,1475)
dateline: ಶಿವಮೊಗ್ಗ: xyxy=(30,1275,61,1285)
section-rule xyxy=(284,344,1306,346)
column-rule xyxy=(980,1182,981,1534)
body-text: ರಂಗ ಸಂಪದ ಬೆಂಗಳೂರು ತಂಡದ ಅಭಿನಯದಲ್ಲಿ ಸಂಪದ ಸಾಗರ ಸಹಯೋಗದಲ್ಲಿ ಜ. 10ರಂದು ಸಂಜೆ 6.30ಕ್ಕೆ ನಗರದ ಗಾಂಧಿ ಮಂದಿರದಲ್ಲಿ ನಾಟಕ ಪ್ರದರ್ಶನ ಏರ್ಪಡಿಸಲಾಗಿದೆ. ಬುದ್ಧ ಮತ್ತು ಅಂಗುಲಿಮಾಲ ನಾಟಕ ಪ್ರದರ್ಶನಗೊಳ್ಳಲಿದೆ. ಪ್ರಸಿದ್ಧ ನಿರ್ದೇಶಕರು ನಾಟಕ ನಿರ್ದೇಶಿಸಿದ್ದು, ರಂಗಾಸಕ್ತರು ಪಾಲ್ಗೊಳ್ಳಬೇಕು. ಕಾರ್ಯಕ್ರಮದ ಉದ್ಘಾಟನೆಯನ್ನು ಹಿರಿಯ ರಂಗಕರ್ಮಿಗಳು ನೆರವೇರಿಸಲಿದ್ದು, ಸ್ಥಳೀಯ ಗಣ್ಯರು ಭಾಗವಹಿಸುವರು. ಪ್ರವೇಶ ಉಚಿತವಾಗಿದ್ದು ಸಾರ್ವಜನಿಕರು ಹೆಚ್ಚಿನ ಸಂಖ್ಯೆಯಲ್ಲಿ ಭಾಗವಹಿಸಬೇಕು ಎಂದು ಸಂಘಟಕರು ಪ್ರಕಟಣೆಯಲ್ಲಿ ತಿಳಿಸಿದ್ದಾರೆ. 1989ರಲ್ಲಿ ಸ್ಥಾಪನೆಯಾದ ತಂಡ ರಾಜ್ಯದಾದ್ಯಂತ ಅನೇಕ ಪ್ರದರ್ಶನ ನೀಡಿದೆ. xyxy=(668,1223,976,1295)
dateline: ಸಾಗರ: xyxy=(988,1223,1009,1233)
market-row: ಕೆಂಪುಗೋಟು-22,099-22,099 xyxy=(174,262,270,271)
attrib-marker: ■ xyxy=(480,745,492,755)
article-body: ಸಮಿತಿ ಸದಸ್ಯರಾದ ರೇಣುಕಾ, ಗೀತಾ, ಭಾರತಿ, ಸುಜಾತಾ, ರಾಜೇಶ್ವರಿ, ಮಂಜುಳಾ, ಎಚ್.ಟಿ. ಬಳಿಗಾರ್, ಚನ್ನವೀರಪ್ಪ ಹಾಗೂ ಶಾಲೆಯ ಮುಖ್ಯ ಶಿಕ್ಷಕರು, ಶಿಕ್ಷಕ ವೃಂದ ಉಪಸ್ಥಿತರಿದ್ದರು. xyxy=(526,1657,688,1704)
hotel-photo xyxy=(862,1656,1154,1786)
lead-col-4: ನಿಂದನೆ ಹಾಗೂ ಇನ್ನಿತರ ಸಮಸ್ಯೆಗಳ ಬಗ್ಗೆ ದೂರು ನೀಡಬಹುದು. ಪ್ರತಿ ದಿನ ಎರಡು ಪಾಳಿಗಳಲ್ಲಿ ಕಾರ್ಯನಿರ್ವಹಿಸಲಿದ್ದು, ನಗರದ ಬಸ್ ನಿಲ್ದಾಣ, ಮಾರುಕಟ್ಟೆ, ದೇವಸ್ಥಾನ, ಪಾರ್ಕ್, ಶಾಲಾ-ಕಾಲೇಜುಗಳ ಬಳಿ, ಲೇಡೀಸ್ ಹಾಸ್ಟೆಲ್ ಬಳಿ ಗಸ್ತು ನಿರ್ವಹಿಸುವ ಮೂಲಕ ಪ್ರತಿ ಹಂತದಲ್ಲೂ ಮಹಿಳೆಯರಿಗೆ ಭದ್ರತೆ ಒದಗಿಸಲಿದೆ. ಹಿರಿಯ ಸಿವಿಲ್ ನ್ಯಾಯಾಧೀಶರು ಅಕ್ಕ ಪಡೆ ಯೋಜನೆ ಶ್ಲಾಘಿಸಿದರು. xyxy=(466,773,816,820)
